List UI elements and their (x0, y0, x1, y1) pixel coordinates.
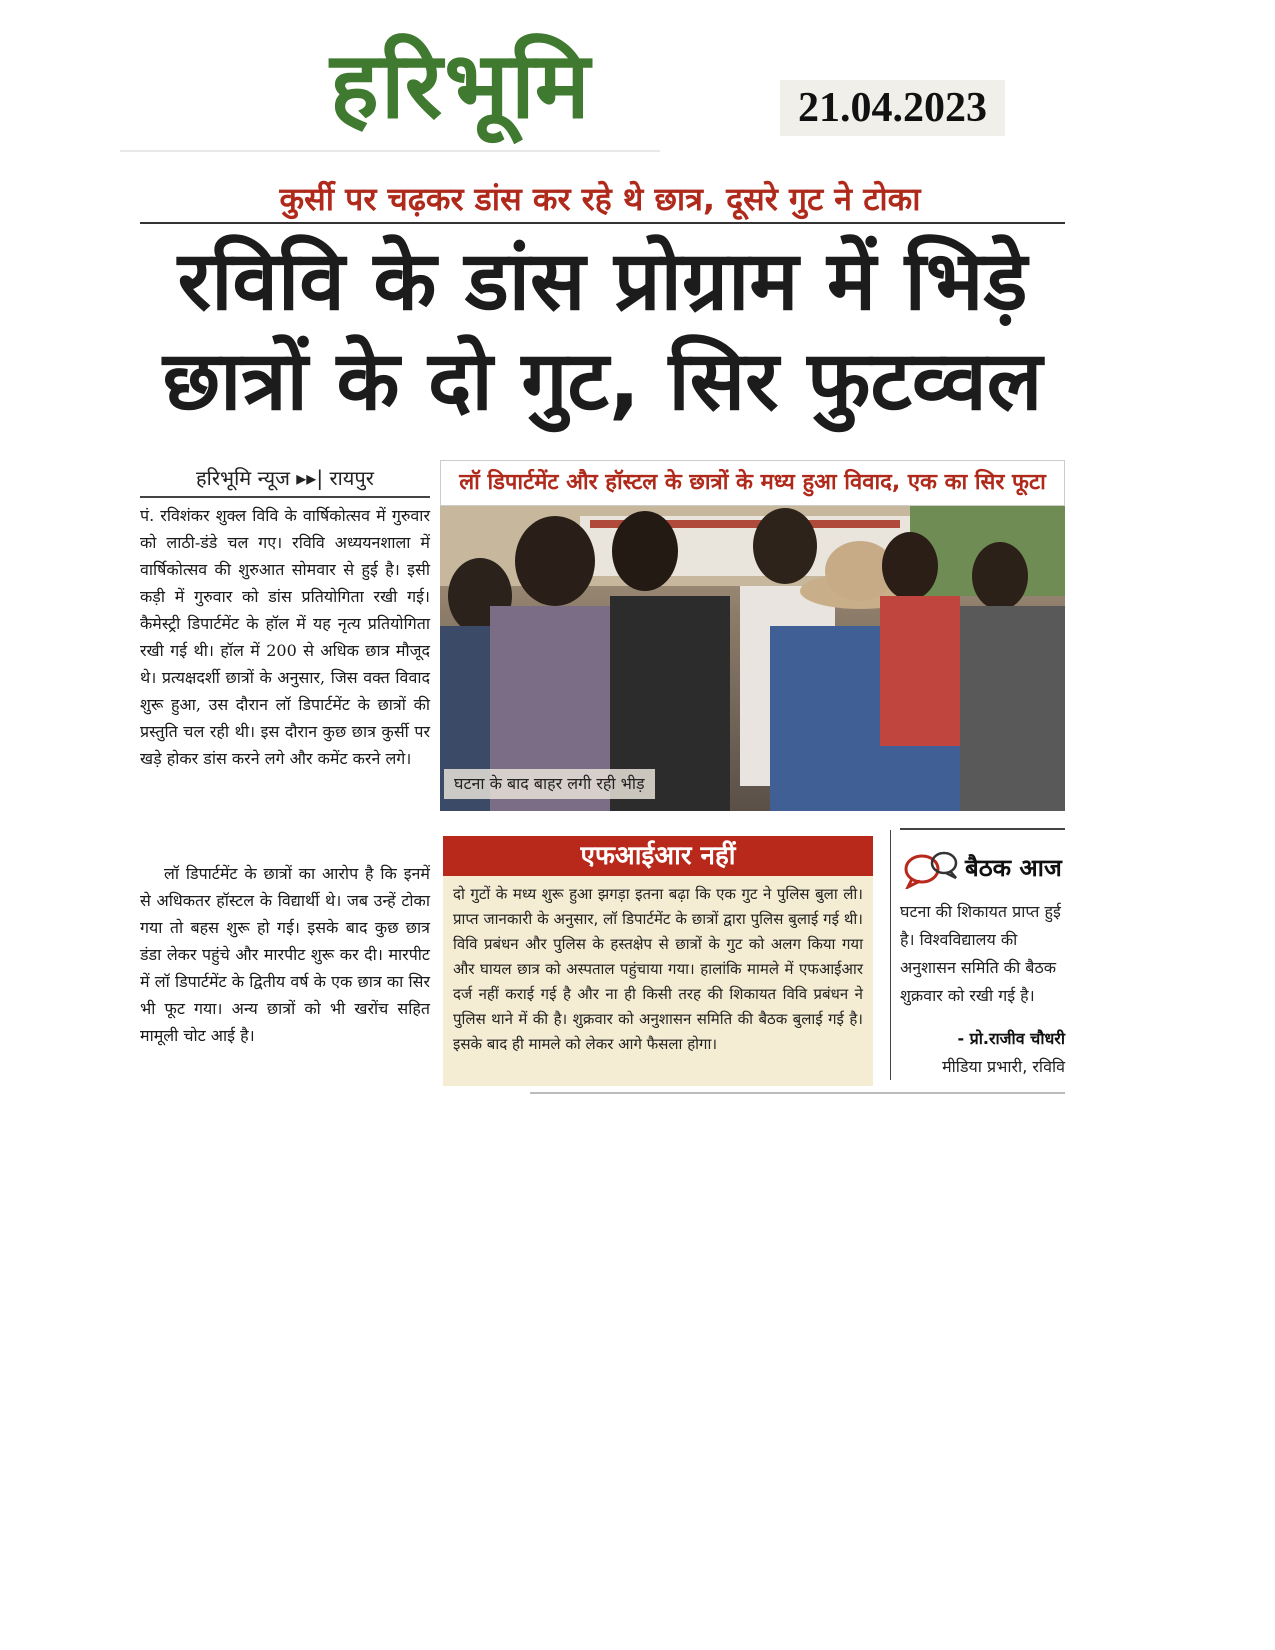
body-paragraph-1: पं. रविशंकर शुक्ल विवि के वार्षिकोत्सव में गुरुवार को लाठी-डंडे चल गए। रविवि अध्ययनशाला में वार्षिकोत्सव की शुरुआत सोमवार से हुई है। इसी कड़ी में गुरुवार को डांस प्रतियोगिता रखी गई। कैमेस्ट्री डिपार्टमेंट के हॉल में यह नृत्य प्रतियोगिता रखी गई थी। हॉल में 200 से अधिक छात्र मौजूद थे। प्रत्यक्षदर्शी छात्रों के अनुसार, जिस वक्त विवाद शुरू हुआ, उस दौरान लॉ डिपार्टमेंट के छात्रों की प्रस्तुति चल रही थी। इस दौरान कुछ छात्र कुर्सी पर खड़े होकर डांस करने लगे और कमेंट करने लगे। (140, 506, 430, 768)
article-kicker: कुर्सी पर चढ़कर डांस कर रहे थे छात्र, दूसरे गुट ने टोका (279, 180, 921, 218)
divider (890, 830, 891, 1080)
speech-bubbles-icon (902, 845, 962, 889)
sidebar-text: घटना की शिकायत प्राप्त हुई है। विश्वविद्यालय की अनुशासन समिति की बैठक शुक्रवार को रखी गई है। (900, 902, 1061, 1005)
divider (120, 150, 660, 152)
divider (530, 1092, 1065, 1094)
photo-heading: लॉ डिपार्टमेंट और हॉस्टल के छात्रों के मध्य हुआ विवाद, एक का सिर फूटा (440, 460, 1065, 506)
divider (140, 222, 1065, 224)
body-paragraph-2: लॉ डिपार्टमेंट के छात्रों का आरोप है कि इनमें से अधिकतर हॉस्टल के विद्यार्थी थे। जब उन्हें टोका गया तो बहस शुरू हो गई। इसके बाद कुछ छात्र डंडा लेकर पहुंचे और मारपीट शुरू कर दी। मारपीट में लॉ डिपार्टमेंट के द्वितीय वर्ष के एक छात्र का सिर भी फूट गया। अन्य छात्रों को भी खरोंच सहित मामूली चोट आई है। (140, 864, 430, 1045)
dateline: हरिभूमि न्यूज ▸▸| रायपुर (140, 460, 430, 498)
crowd-photo-illustration (440, 506, 1065, 811)
signature-name: - प्रो.राजीव चौधरी (957, 1029, 1065, 1048)
issue-date: 21.04.2023 (780, 80, 1005, 136)
sidebar-title: बैठक आज (965, 854, 1062, 882)
fir-box-text: दो गुटों के मध्य शुरू हुआ झगड़ा इतना बढ़ा कि एक गुट ने पुलिस बुला ली। प्राप्त जानकारी के अनुसार, लॉ डिपार्टमेंट के छात्रों द्वारा पुलिस बुलाई गई थी। विवि प्रबंधन और पुलिस के हस्तक्षेप से छात्रों के गुट को अलग किया गया और घायल छात्र को अस्पताल पहुंचाया गया। हालांकि मामले में एफआईआर दर्ज नहीं कराई गई है और ना ही किसी तरह की शिकायत विवि प्रबंधन ने पुलिस थाने में की है। शुक्रवार को अनुशासन समिति की बैठक बुलाई गई है। इसके बाद ही मामले को लेकर आगे फैसला होगा। (453, 885, 863, 1053)
divider (900, 828, 1065, 830)
signature-role: मीडिया प्रभारी, रविवि (942, 1057, 1065, 1076)
news-photo (440, 506, 1065, 811)
headline-line-1: रविवि के डांस प्रोग्राम में भिड़े (177, 234, 1028, 329)
fir-box-title: एफआईआर नहीं (443, 836, 873, 876)
headline-line-2: छात्रों के दो गुट, सिर फुटव्वल (162, 334, 1043, 429)
fir-box (443, 836, 873, 1086)
newspaper-masthead: हरिभूमि (330, 32, 592, 139)
photo-caption: घटना के बाद बाहर लगी रही भीड़ (444, 769, 655, 799)
article-headline (140, 232, 1065, 432)
